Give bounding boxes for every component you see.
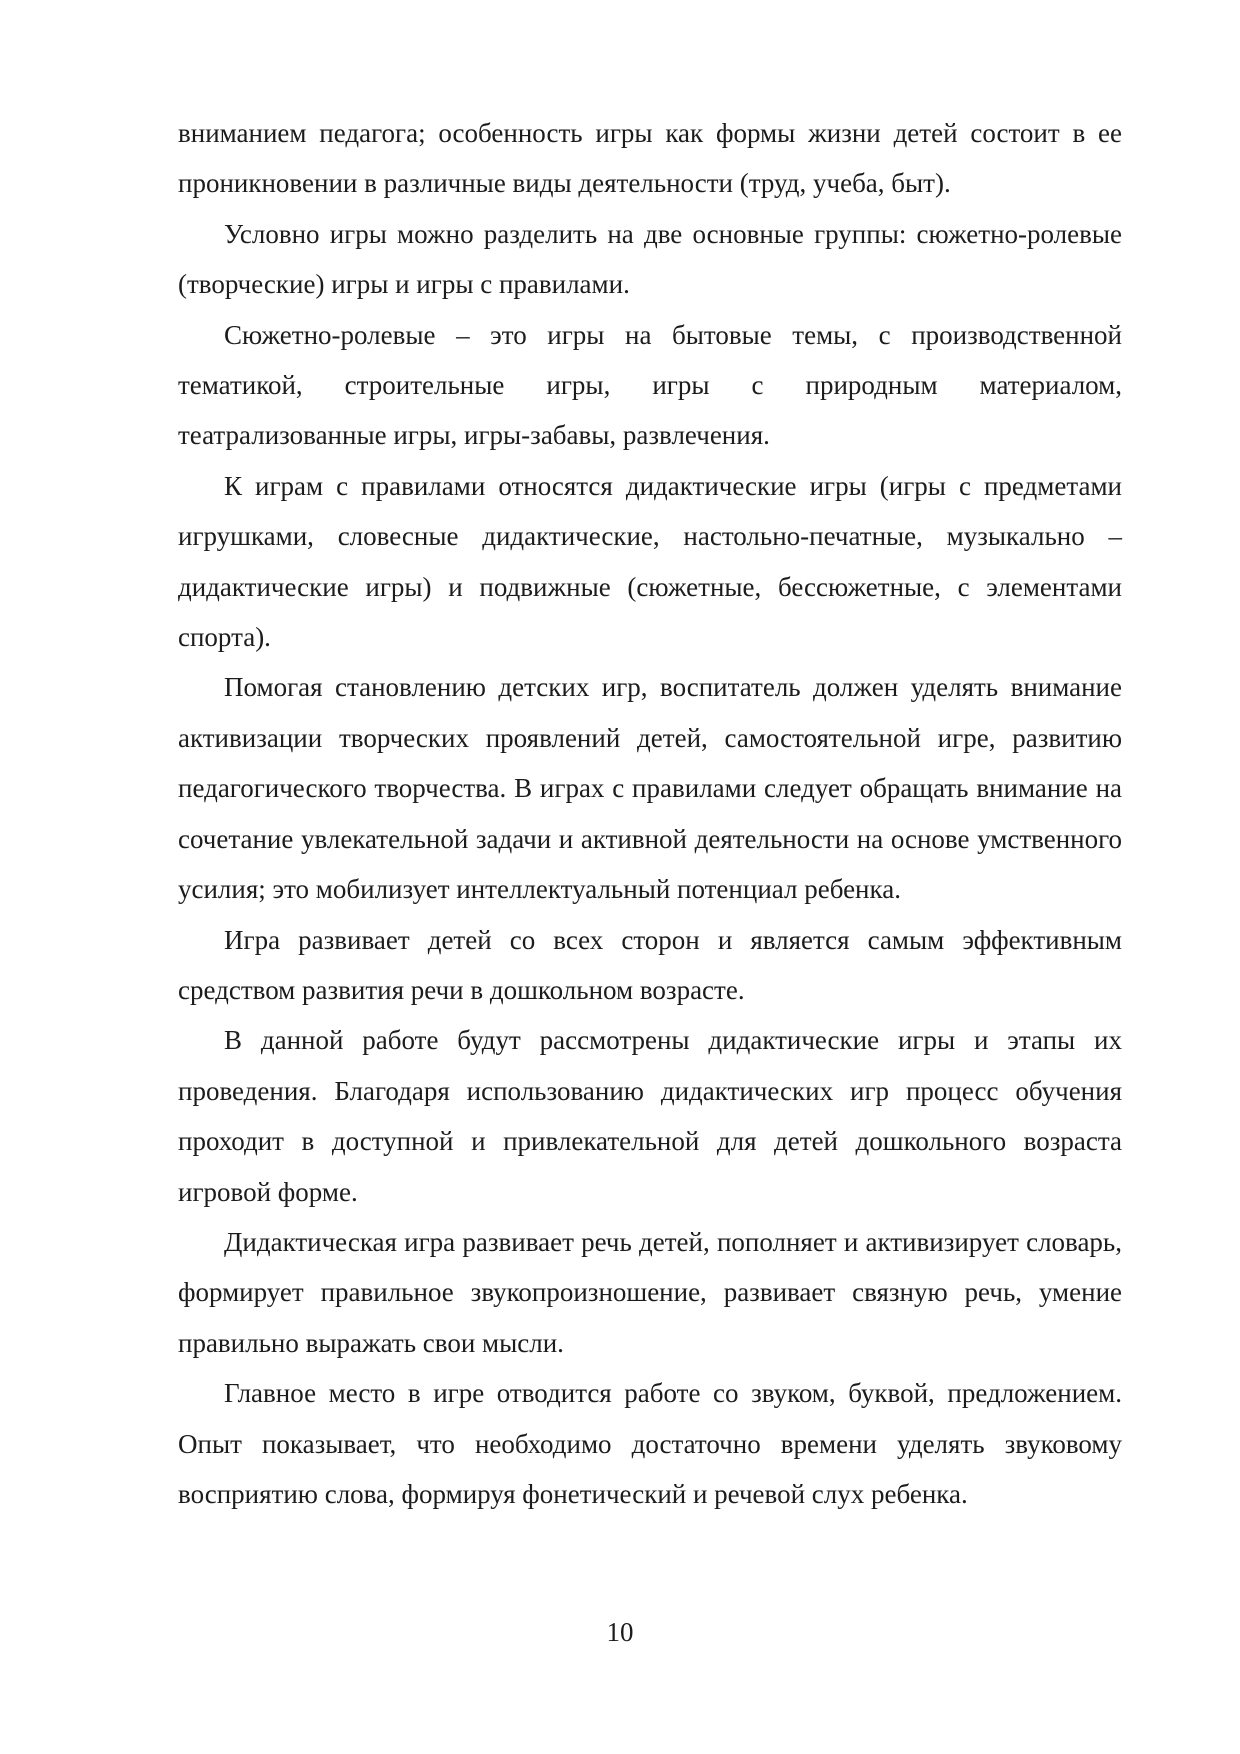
body-text <box>178 108 1122 1519</box>
page-number: 10 <box>606 1617 634 1647</box>
paragraph-continuation: вниманием педагога; особенность игры как формы жизни детей состоит в ее проникновении в различные виды деятельности (труд, учеба, быт). <box>178 118 1122 199</box>
paragraph-speech-development: Игра развивает детей со всех сторон и является самым эффективным средством развития речи в дошкольном возрасте. <box>178 924 1122 1005</box>
paragraph-work-scope: В данной работе будут рассмотрены дидактические игры и этапы их проведения. Благодаря использованию дидактических игр процесс обучения проходит в доступной и привлекательной для детей дошкольного возраста игровой форме. <box>178 1025 1122 1207</box>
paragraph-sound-work: Главное место в игре отводится работе со звуком, буквой, предложением. Опыт показывает, что необходимо достаточно времени уделять звуковому восприятию слова, формируя фонетический и речевой слух ребенка. <box>178 1378 1122 1509</box>
paragraph-educator-role: Помогая становлению детских игр, воспитатель должен уделять внимание активизации творческих проявлений детей, самостоятельной игре, развитию педагогического творчества. В играх с правилами следует обращать внимание на сочетание увлекательной задачи и активной деятельности на основе умственного усилия; это мобилизует интеллектуальный потенциал ребенка. <box>178 672 1122 905</box>
paragraph-didactic-game-benefits: Дидактическая игра развивает речь детей, пополняет и активизирует словарь, формирует правильное звукопроизношение, развивает связную речь, умение правильно выражать свои мысли. <box>178 1226 1122 1358</box>
paragraph-game-groups: Условно игры можно разделить на две основные группы: сюжетно-ролевые (творческие) игры и игры с правилами. <box>178 218 1122 300</box>
paragraph-rule-games: К играм с правилами относятся дидактические игры (игры с предметами игрушками, словесные дидактические, настольно-печатные, музыкально – дидактические игры) и подвижные (сюжетные, бессюжетные, с элементами спорта). <box>178 470 1122 653</box>
paragraph-role-play-games: Сюжетно-ролевые – это игры на бытовые темы, с производственной тематикой, строительные игры, игры с природным материалом, театрализованные игры, игры-забавы, развлечения. <box>178 319 1122 451</box>
